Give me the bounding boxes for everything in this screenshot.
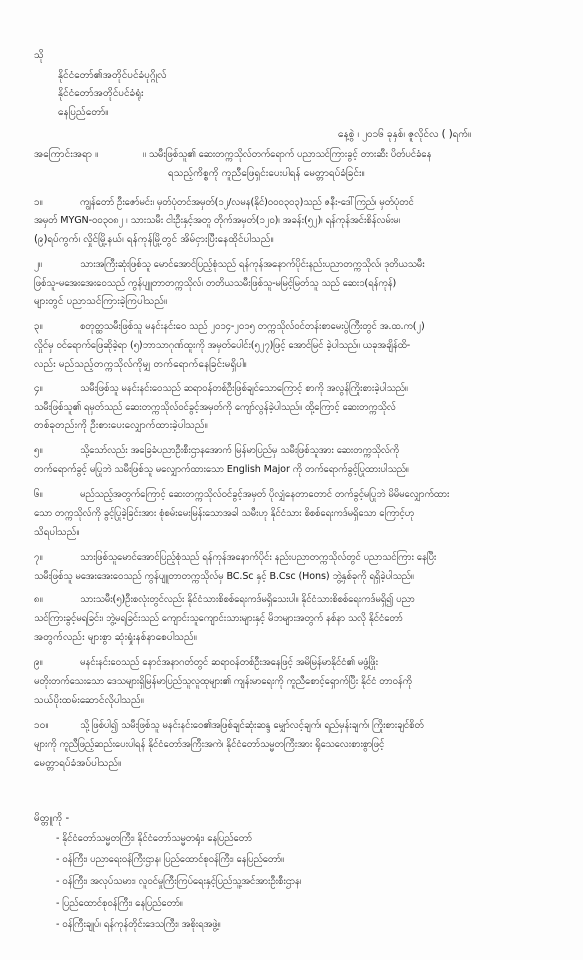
paragraph-number: ၁၀။ <box>34 720 49 731</box>
paragraph-number: ၃။ <box>34 321 43 332</box>
paragraph-line: သမီးဖြစ်သူ မအေးအေးဝေသည် ကွန်ပျူတာတက္ကသိုလ်မှ BC.Sc နှင့် B.Csc (Hons) ဘွဲ့နှစ်ခုကို ရရှိခဲ့ပါသည်။ <box>34 571 414 582</box>
recipient-line: နိုင်ငံတော်၏အတိုင်ပင်ခံပုဂ္ဂိုလ် <box>58 70 167 81</box>
copy-recipient: - ဝန်ကြီး၊ အလုပ်သမား၊ လူဝင်မှုကြီးကြပ်ရေးနှင့်ပြည်သူ့အင်အားဦးစီးဌာန၊ <box>56 876 302 887</box>
paragraph-line: သို့ဖြစ်ပါ၍ သမီးဖြစ်သူ မနင်းနင်းဝေ၏အဖြစ်ချင်ဆုံးဆန္ဒ မျှော်လင့်ချက်၊ ရည်မှန်းချက်၊ ကြိုးစားချင်စိတ် <box>80 720 424 731</box>
paragraph-line: သမီးဖြစ်သူ၏ ရမှတ်သည် ဆေးတက္ကသိုလ်ဝင်ခွင့်အမှတ်ကို ကျော်လွန်ခဲ့ပါသည်။ ထို့ကြောင့် ဆေးတက္ကသိုလ် <box>34 402 396 413</box>
subject-line: ။ သမီးဖြစ်သူ၏ ဆေးတက္ကသိုလ်တက်ရောက် ပညာသင်ကြားခွင့် တားဆီး ပိတ်ပင်ခံနေ <box>143 149 432 160</box>
paragraph-line: သိရပါသည်။ <box>34 527 80 538</box>
paragraph-line: သားဖြစ်သူမောင်အောင်ပြည့်စုံသည် ရန်ကုန်အနောက်ပိုင်း နည်းပညာတက္ကသိုလ်တွင် ပညာသင်ကြား နေပြီး <box>80 552 437 563</box>
copy-recipient: - ဝန်ကြီး၊ ပညာရေးဝန်ကြီးဌာန၊ ပြည်ထောင်စုဝန်ကြီး၊ နေပြည်တော်။ <box>56 854 284 865</box>
paragraph-line: သို့သော်လည်း အခြေခံပညာဦးစီးဌာနအောက် မြန်မာပြည်မှ သမီးဖြစ်သူအား ဆေးတက္ကသိုလ်ကို <box>80 445 400 456</box>
paragraph-line: များကို ကူညီဖြည့်ဆည်းပေးပါရန် နိုင်ငံတော်အကြီးအကဲ၊ နိုင်ငံတော်သမ္မတကြီးအား ရိုသေလေးစားစွာဖြင့် <box>34 739 385 750</box>
copy-recipient: - ဝန်ကြီးချုပ်၊ ရန်ကုန်တိုင်းဒေသကြီး၊ အစိုးရအဖွဲ့။ <box>56 919 221 930</box>
paragraph-line: လှိုင်မှ ဝင်ရောက်ဖြေဆိုခဲ့ရာ (၅)ဘာသာဂုဏ်ထူးကို အမှတ်ပေါင်း(၅၂၇)ဖြင့် အောင်မြင် ခဲ့ပါသည်။ ယခုအချိန်ထိ- <box>34 340 411 351</box>
paragraph-line: သားသမီး(၅)ဦးစလုံးတွင်လည်း နိုင်ငံသားစိစစ်ရေးကဒ်မရှိသေးပါ။ နိုင်ငံသားစိစစ်ရေးကဒ်မရှိ၍ ပညာ <box>80 594 415 605</box>
paragraph-line: သင်ကြားခွင့်မရခြင်း၊ ဘွဲ့မရခြင်းသည် ကျောင်းသူကျောင်းသားများနှင့် မိဘများအတွက် နစ်နာ သလို နိုင်ငံတော် <box>34 613 403 624</box>
subject-label: အကြောင်းအရာ ။ <box>34 149 99 160</box>
paragraph-line: အတွက်လည်း များစွာ ဆုံးရှုံးနစ်နာစေပါသည်။ <box>34 632 197 643</box>
paragraph-number: ၉။ <box>34 657 43 668</box>
recipient-line: နိုင်ငံတော်အတိုင်ပင်ခံရုံး <box>58 88 144 99</box>
date-line: နေ့စွဲ ၊ ၂၀၁၆ ခုနှစ်၊ ဇူလိုင်လ ( )ရက်။ <box>338 129 472 140</box>
paragraph-number: ၇။ <box>34 552 43 563</box>
paragraph-number: ၆။ <box>34 489 43 500</box>
paragraph-line: ကျွန်တော် ဦးဇော်မင်း၊ မှတ်ပုံတင်အမှတ်(၁၂/လမန(နိုင်)၀၀၀၃၀၃)သည် ဇနီး-ဒေါ်ကြည်၊ မှတ်ပုံတင် <box>80 197 414 208</box>
paragraph-line: သားအကြီးဆုံးဖြစ်သူ မောင်အောင်ပြည့်စုံသည် ရန်ကုန်အနောက်ပိုင်းနည်းပညာတက္ကသိုလ်၊ ဒုတိယသမီး <box>80 259 425 270</box>
paragraph-line: (၉)ရပ်ကွက်၊ လှိုင်မြို့နယ်၊ ရန်ကုန်မြို့တွင် အိမ်ငှားပြီးနေထိုင်ပါသည်။ <box>34 234 274 245</box>
paragraph-line: မေတ္တာရပ်ခံအပ်ပါသည်။ <box>34 758 122 769</box>
paragraph-line: အမှတ် MYGN-၀၀၃၀၈၂ ၊ သားသမီး ငါးဦးနှင့်အတူ တိုက်အမှတ်(၁၂၀)၊ အခန်း(၅၂)၊ ရန်ကုန်အင်းစိန်လမ်းမ၊ <box>34 215 400 226</box>
paragraph-number: ၂။ <box>34 259 43 270</box>
copy-recipient: - နိုင်ငံတော်သမ္မတကြီး၊ နိုင်ငံတော်သမ္မတရုံး၊ နေပြည်တော် <box>56 833 252 844</box>
paragraph-line: မတိုးတက်သေးသော ဒေသများရှိမြန်မာပြည်သူလူထုများ၏ ကျန်းမာရေးကို ကူညီစောင့်ရှောက်ပြီး နိုင်ငံ တာဝန်ကို <box>34 676 412 687</box>
paragraph-number: ၄။ <box>34 383 43 394</box>
paragraph-line: မနင်းနင်းဝေသည် နောင်အနာဂတ်တွင် ဆရာဝန်တစ်ဦးအနေဖြင့် အမိမြန်မာနိုင်ငံ၏ မဖွံ့ဖြိုး <box>80 657 378 668</box>
paragraph-line: သော တက္ကသိုလ်ကို ခွင့်ပြုခဲ့ခြင်းအား စုံစမ်းမေးမြန်းသောအခါ သမီးဟု နိုင်ငံသား စိစစ်ရေးကဒ်မရှိသော ကြောင့်ဟု <box>34 508 415 519</box>
paragraph-line: ဖြစ်သူ-မအေးအေးဝေသည် ကွန်ပျူတာတက္ကသိုလ်၊ တတိယသမီးဖြစ်သူ-မမြင့်မြတ်သူ သည် ဆေး၁(ရန်ကုန်) <box>34 278 397 289</box>
paragraph-line: သမီးဖြစ်သူ မနင်းနင်းဝေသည် ဆရာဝန်တစ်ဦးဖြစ်ချင်သောကြောင့် စာကို အလွန်ကြိုးစားခဲ့ပါသည်။ <box>80 383 408 394</box>
paragraph-line: များတွင် ပညာသင်ကြားခဲ့ကြပါသည်။ <box>34 296 168 307</box>
paragraph-line: တစ်ခုတည်းကို ဦးစားပေးလျှောက်ထားခဲ့ပါသည်။ <box>34 420 208 431</box>
copies-label: မိတ္တူကို - <box>34 813 70 824</box>
recipient-line: နေပြည်တော်။ <box>58 107 109 118</box>
paragraph-number: ၈။ <box>34 594 43 605</box>
paragraph-line: မည်သည့်အတွက်ကြောင့် ဆေးတက္ကသိုလ်ဝင်ခွင့်အမှတ် ပိုလျှံနေတာတောင် တက်ခွင့်မပြုဘဲ မိမိမလျှောက်ထား <box>80 489 450 500</box>
paragraph-line: တက်ရောက်ခွင့် မပြုဘဲ သမီးဖြစ်သူ မလျှောက်ထားသော English Major ကို တက်ရောက်ခွင့်ပြုထားပါသည်။ <box>34 464 409 475</box>
paragraph-line: သယ်ပိုးထမ်းဆောင်လိုပါသည်။ <box>34 695 144 706</box>
paragraph-line: စတုတ္ထသမီးဖြစ်သူ မနင်းနင်းဝေ သည် ၂၀၁၄-၂၀၁၅ တက္ကသိုလ်ဝင်တန်းစာမေးပွဲကြီးတွင် အ.ထ.က(၂) <box>80 321 425 332</box>
subject-line: ရသည့်ကိစ္စကို ကူညီဖြေရှင်းပေးပါရန် မေတ္တာရပ်ခံခြင်း။ <box>168 168 365 179</box>
paragraph-line: လည်း မည်သည့်တက္ကသိုလ်ကိုမျှ တက်ရောက်နေခြင်းမရှိပါ။ <box>34 359 247 370</box>
paragraph-number: ၁။ <box>34 197 43 208</box>
to-label: သို <box>34 50 44 61</box>
paragraph-number: ၅။ <box>34 445 43 456</box>
copy-recipient: - ပြည်ထောင်စုဝန်ကြီး၊ နေပြည်တော်။ <box>56 898 183 909</box>
